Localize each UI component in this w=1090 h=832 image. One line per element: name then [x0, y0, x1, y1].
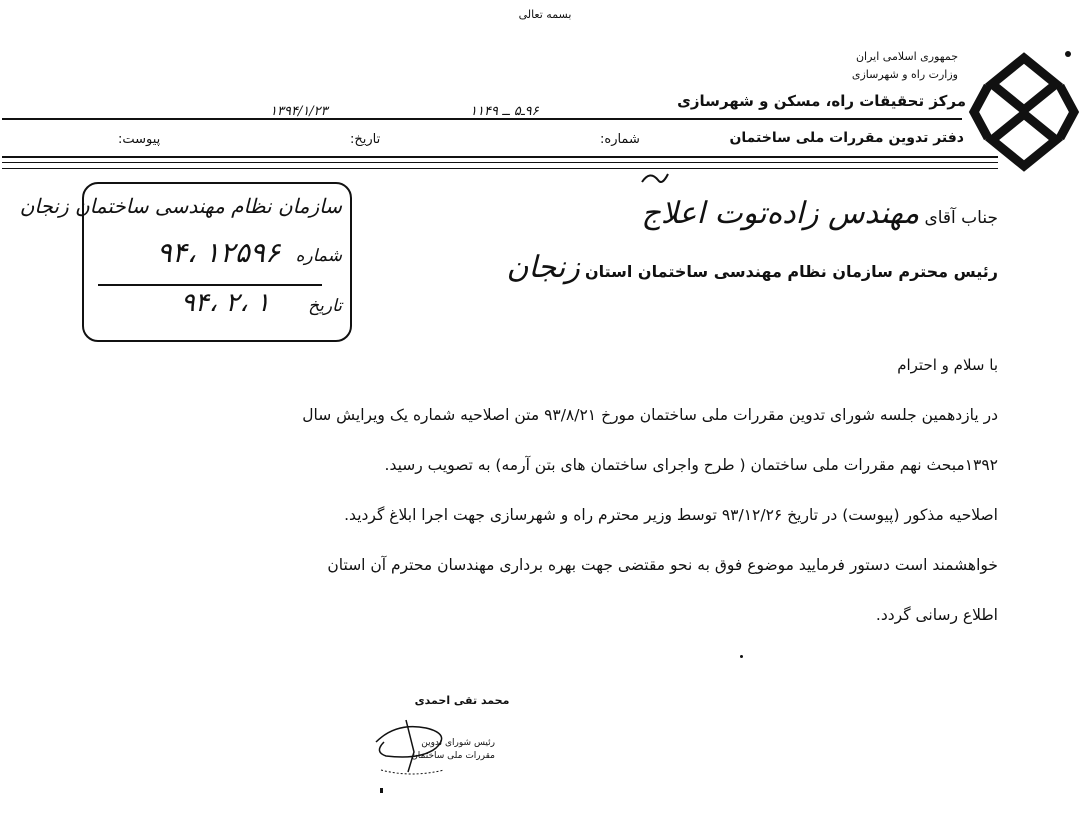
office-name: دفتر تدوین مقررات ملی ساختمان: [729, 130, 964, 146]
header-rule-bottom-3: [2, 168, 998, 169]
signature-dot: [380, 788, 383, 793]
para3-line1: خواهشمند است دستور فرمایید موضوع فوق به نحو مقتضی جهت بهره برداری مهندسان محترم آن استان: [327, 556, 998, 574]
header-rule-bottom-2: [2, 162, 998, 163]
org-line-1: جمهوری اسلامی ایران: [855, 50, 958, 63]
recipient-city: زنجان: [506, 250, 580, 285]
signer-name: محمد تقی احمدی: [414, 694, 510, 707]
para1-line2: ۱۳۹۲مبحث نهم مقررات ملی ساختمان ( طرح واجرای ساختمان های بتن آرمه) به تصویب رسید.: [384, 456, 998, 474]
invocation: بسمه تعالی: [518, 8, 572, 21]
recipient-role: رئیس محترم سازمان نظام مهندسی ساختمان استان: [584, 262, 998, 281]
para2: اصلاحیه مذکور (پیوست) در تاریخ ۹۳/۱۲/۲۶ توسط وزیر محترم راه و شهرسازی جهت اجرا ابلاغ گردید.: [344, 506, 998, 524]
stray-dot: [740, 655, 743, 658]
number-value: ۹۶ـ۵ ــ ۱۱۴۹: [470, 104, 539, 119]
header-rule-bottom-1: [2, 156, 998, 158]
greeting: با سلام و احترام: [897, 356, 998, 374]
center-name: مرکز تحقیقات راه، مسکن و شهرسازی: [677, 92, 966, 110]
para3-line2: اطلاع رسانی گردد.: [875, 606, 998, 624]
stamp-number-label: شماره: [295, 246, 342, 266]
stamp-org: سازمان نظام مهندسی ساختمان زنجان: [19, 194, 342, 218]
date-value: ۱۳۹۴/۱/۲۳: [270, 104, 328, 119]
recipient-name: مهندس زاده‌توت اعلاج: [641, 196, 920, 231]
number-label: شماره:: [600, 132, 640, 147]
stamp-number-value: ۹۴، ۱۲۵۹۶: [156, 236, 280, 269]
para1-line1: در یازدهمین جلسه شورای تدوین مقررات ملی ساختمان مورخ ۹۳/۸/۲۱ متن اصلاحیه شماره یک ویرایش سال: [302, 406, 998, 424]
signer-title-1: رئیس شورای تدوین: [421, 738, 495, 748]
recipient-title: جناب آقای: [924, 208, 998, 228]
attachment-label: پیوست:: [118, 132, 161, 147]
stamp-divider: [98, 284, 322, 286]
recipient-line-2: [506, 250, 998, 285]
stamp-date-label: تاریخ: [308, 296, 342, 316]
org-line-2: وزارت راه و شهرسازی: [851, 68, 958, 81]
stamp-date-value: ۹۴، ۲، ۱: [180, 288, 270, 318]
handwritten-mark: [640, 168, 670, 190]
signer-title-2: مقررات ملی ساختمان: [411, 751, 495, 761]
recipient-line-1: [641, 196, 998, 231]
incoming-stamp: [19, 182, 352, 342]
date-label-text: تاریخ:: [350, 132, 381, 147]
ministry-emblem-icon: [968, 46, 1080, 178]
